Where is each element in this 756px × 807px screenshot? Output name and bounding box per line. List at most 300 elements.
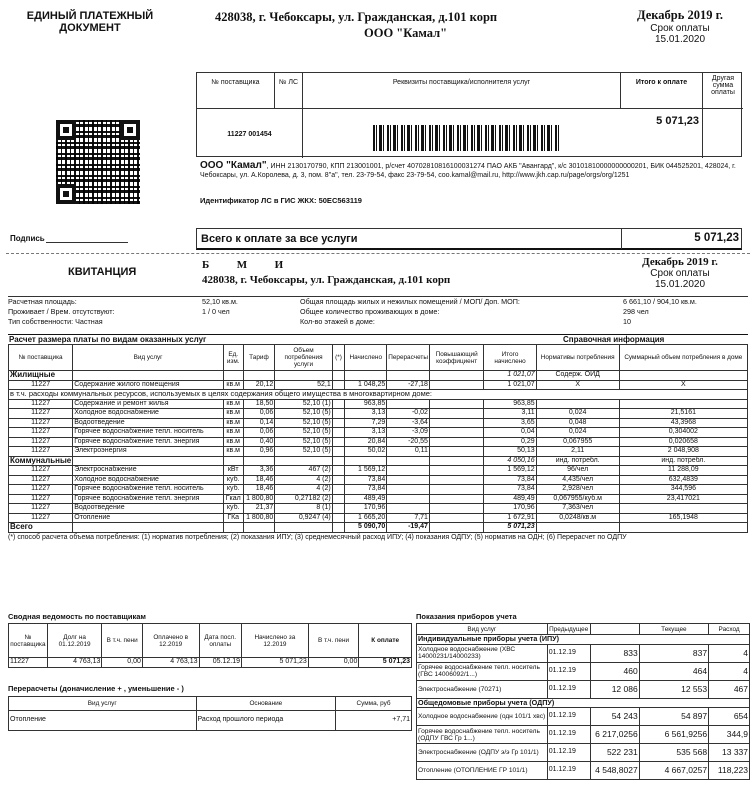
calc-header: Перерасчеты xyxy=(387,345,430,371)
calc-row xyxy=(9,494,748,504)
calc-cell: инд. потребл. xyxy=(536,456,619,466)
summary-header: № поставщика xyxy=(9,624,48,658)
calc-cell: 0,06 xyxy=(243,428,275,438)
calc-cell xyxy=(387,475,430,485)
calc-cell: куб. xyxy=(223,475,243,485)
calc-cell: -20,55 xyxy=(387,437,430,447)
calc-cell: 0,11 xyxy=(387,447,430,457)
calc-cell: 50,13 xyxy=(484,447,536,457)
calc-cell xyxy=(332,485,345,495)
calc-cell: 11227 xyxy=(9,494,73,504)
calc-cell: 2,11 xyxy=(536,447,619,457)
calc-cell xyxy=(429,399,484,409)
calc-cell xyxy=(429,485,484,495)
summary-cell: 11227 xyxy=(9,658,48,668)
meters-cell: 01.12.19 xyxy=(547,708,590,726)
barcode xyxy=(373,125,559,151)
calc-cell: Водоотведение xyxy=(73,504,224,514)
calc-cell xyxy=(332,371,345,381)
calc-cell: 50,02 xyxy=(345,447,387,457)
calc-row xyxy=(9,399,748,409)
account-number: 11227 001454 xyxy=(197,109,303,158)
calc-cell xyxy=(332,399,345,409)
calc-cell: 73,84 xyxy=(484,485,536,495)
grand-total-amount: 5 071,23 xyxy=(694,232,739,244)
calc-cell: 52,1 xyxy=(275,380,332,390)
calc-cell: 11227 xyxy=(9,447,73,457)
meters-cell: 54 897 xyxy=(639,708,708,726)
details-header: Реквизиты поставщика/исполнителя услуг xyxy=(303,73,621,109)
calc-cell: 1 569,12 xyxy=(345,466,387,476)
calc-cell: 73,84 xyxy=(484,475,536,485)
supplier-no-header: № поставщика xyxy=(197,73,275,109)
meters-header: Вид услуг xyxy=(417,624,548,635)
meters-cell: 460 xyxy=(590,662,639,680)
recalc-header: Основание xyxy=(196,697,336,711)
calc-cell: Горячее водоснабжение тепл. энергия xyxy=(73,494,224,504)
calc-cell xyxy=(429,409,484,419)
calc-cell xyxy=(429,466,484,476)
calc-cell: 344,596 xyxy=(619,485,747,495)
calc-cell: 3,13 xyxy=(345,409,387,419)
summary-header: К оплате xyxy=(359,624,412,658)
meters-header: Расход xyxy=(709,624,750,635)
calc-cell: 52,10 (5) xyxy=(275,428,332,438)
calc-cell: 0,29 xyxy=(484,437,536,447)
calc-cell xyxy=(387,466,430,476)
calc-cell xyxy=(243,371,275,381)
calc-cell: в т.ч. расходы коммунальных ресурсов, используемых в целях содержания общего имущества в многоквартирном доме: xyxy=(9,390,748,400)
calc-cell: 467 (2) xyxy=(275,466,332,476)
meters-cell: 6 217,0256 xyxy=(590,726,639,744)
supplier-details: ИНН 2130170790, КПП 213001001, р/счет 40702810816100031274 ПАО АКБ "Авангард", к/с 30101810000000000201, БИК 044525201, 428024, г. Чебоксары, ул. А.Королева, д. 3, пом. 8"а", тел. 23-79-54, факс 23-79-54, coo.kamal@mail.ru, http://www.jkh.cap.ru/page/orgs/org/1251 xyxy=(200,163,736,179)
calc-cell: кв.м xyxy=(223,380,243,390)
calc-section xyxy=(8,334,748,542)
meters-cell: Электроснабжение (ОДПУ э/э Гр 101/1) xyxy=(417,744,548,762)
calc-cell: 0,40 xyxy=(243,437,275,447)
calc-cell xyxy=(619,504,747,514)
calc-cell: 7,363/чел xyxy=(536,504,619,514)
calc-cell: кв.м xyxy=(223,399,243,409)
calc-cell xyxy=(429,428,484,438)
info-row xyxy=(8,307,748,317)
calc-cell xyxy=(536,399,619,409)
calc-cell: Х xyxy=(619,380,747,390)
calc-cell: 11227 xyxy=(9,428,73,438)
meters-cell: 522 231 xyxy=(590,744,639,762)
calc-cell: 0,067955/куб.м xyxy=(536,494,619,504)
meters-row xyxy=(417,644,750,662)
info-cell: Расчетная площадь: xyxy=(8,297,77,306)
info-cell: Общая площадь жилых и нежилых помещений / МОП/ Доп. МОП: xyxy=(300,297,520,306)
receipt-due-label: Срок оплаты xyxy=(650,268,710,279)
calc-row xyxy=(9,466,748,476)
meters-cell: 833 xyxy=(590,644,639,662)
calc-cell: Электроэнергия xyxy=(73,447,224,457)
calc-cell: 4,435/чел xyxy=(536,475,619,485)
calc-cell: 0,14 xyxy=(243,418,275,428)
calc-row xyxy=(9,390,748,400)
calc-cell: 1 021,07 xyxy=(484,380,536,390)
info-cell: Тип собственности: Частная xyxy=(8,317,103,326)
calc-cell: 4 050,16 xyxy=(484,456,536,466)
calc-cell xyxy=(332,437,345,447)
calc-cell xyxy=(73,456,224,466)
summary-table xyxy=(8,623,412,668)
calc-cell xyxy=(619,371,747,381)
calc-cell xyxy=(275,371,332,381)
calc-header: Итого начислено xyxy=(484,345,536,371)
calc-cell: 4 (2) xyxy=(275,475,332,485)
meters-cell: 4 xyxy=(709,644,750,662)
calc-cell: 489,49 xyxy=(484,494,536,504)
calc-cell: 0,024 xyxy=(536,409,619,419)
calc-cell: 18,50 xyxy=(243,399,275,409)
calc-cell xyxy=(243,523,275,533)
meters-cell: 6 561,9256 xyxy=(639,726,708,744)
calc-cell: 73,84 xyxy=(345,485,387,495)
calc-cell xyxy=(429,494,484,504)
info-cell: Общее количество проживающих в доме: xyxy=(300,307,440,316)
calc-row xyxy=(9,371,748,381)
calc-cell: 632,4839 xyxy=(619,475,747,485)
header-period: Декабрь 2019 г. xyxy=(636,8,724,22)
meters-cell: 01.12.19 xyxy=(547,662,590,680)
meters-row xyxy=(417,708,750,726)
recalc-section xyxy=(8,684,412,731)
calc-cell: 0,048 xyxy=(536,418,619,428)
calc-cell: Всего xyxy=(9,523,73,533)
calc-header: Нормативы потребления xyxy=(536,345,619,371)
calc-footnote: (*) способ расчета объема потребления: (1) норматив потребления; (2) показания ИПУ; (3) среднемесячный расход ИПУ; (4) показания ОДПУ; (5) норматив на ОДН; (6) Перерасчет по ОДПУ xyxy=(8,533,627,541)
calc-cell xyxy=(429,437,484,447)
calc-cell: Содержание жилого помещения xyxy=(73,380,224,390)
meters-cell: Электроснабжение (70271) xyxy=(417,680,548,698)
account-header: № ЛС xyxy=(275,73,303,109)
calc-cell: 21,5161 xyxy=(619,409,747,419)
calc-cell xyxy=(387,494,430,504)
summary-cell: 4 763,13 xyxy=(47,658,102,668)
calc-cell: 7,29 xyxy=(345,418,387,428)
calc-title: Расчет размера платы по видам оказанных услуг xyxy=(9,335,207,344)
meters-cell: Отопление (ОТОПЛЕНИЕ ГР 101/1) xyxy=(417,762,548,780)
calc-cell xyxy=(429,504,484,514)
meters-row xyxy=(417,762,750,780)
calc-cell: -3,64 xyxy=(387,418,430,428)
total-header: Итого к оплате xyxy=(621,73,703,109)
meters-cell: Горячее водоснабжение тепл. носитель (ОДПУ ГВС Гр 1...) xyxy=(417,726,548,744)
meters-cell: 01.12.19 xyxy=(547,644,590,662)
info-cell: 6 661,10 / 904,10 кв.м. xyxy=(623,297,697,306)
calc-cell xyxy=(429,513,484,523)
signature-label: Подпись xyxy=(10,234,45,243)
meters-cell: 118,223 xyxy=(709,762,750,780)
info-block xyxy=(8,296,748,327)
calc-cell: Горячее водоснабжение тепл. носитель xyxy=(73,428,224,438)
calc-cell xyxy=(332,494,345,504)
meters-cell: 01.12.19 xyxy=(547,726,590,744)
header-company: ООО "Камал" xyxy=(364,26,448,40)
calc-cell: Содерж. ОИД xyxy=(536,371,619,381)
calc-cell: 11227 xyxy=(9,504,73,514)
recalc-header: Вид услуг xyxy=(9,697,197,711)
recalc-table xyxy=(8,696,412,731)
summary-cell: 05.12.19 xyxy=(199,658,241,668)
calc-cell: 23,417021 xyxy=(619,494,747,504)
calc-cell xyxy=(332,456,345,466)
summary-cell: 5 071,23 xyxy=(242,658,309,668)
calc-cell: 11227 xyxy=(9,485,73,495)
meters-header xyxy=(590,624,639,635)
calc-cell: Содержание и ремонт жилья xyxy=(73,399,224,409)
calc-cell xyxy=(223,371,243,381)
calc-cell: 11227 xyxy=(9,399,73,409)
calc-cell: 963,85 xyxy=(345,399,387,409)
supplier-name: ООО "Камал" xyxy=(200,160,267,171)
supplier-details-block: ООО "Камал", ИНН 2130170790, КПП 213001001, р/счет 40702810816100031274 ПАО АКБ "Авангард", к/с 30101810000000000201, БИК 044525201, 428024, г. Чебоксары, ул. А.Королева, д. 3, пом. 8"а", тел. 23-79-54, факс 23-79-54, coo.kamal@mail.ru, http://www.jkh.cap.ru/page/orgs/org/1251 xyxy=(200,160,736,179)
calc-cell: 2,928/чел xyxy=(536,485,619,495)
info-cell: 1 / 0 чел xyxy=(202,307,230,316)
calc-cell xyxy=(387,485,430,495)
calc-cell: 21,37 xyxy=(243,504,275,514)
calc-cell: 73,84 xyxy=(345,475,387,485)
info-cell: Кол-во этажей в доме: xyxy=(300,317,375,326)
calc-cell: 0,304002 xyxy=(619,428,747,438)
calc-cell: 1 800,80 xyxy=(243,513,275,523)
header-period-block xyxy=(610,8,750,45)
calc-cell xyxy=(345,371,387,381)
info-cell: 298 чел xyxy=(623,307,649,316)
calc-header: Суммарный объем потребления в доме xyxy=(619,345,747,371)
meters-cell: 4 667,0257 xyxy=(639,762,708,780)
calc-cell: 52,10 (5) xyxy=(275,418,332,428)
calc-cell xyxy=(332,513,345,523)
calc-cell: 11227 xyxy=(9,466,73,476)
info-row xyxy=(8,297,748,307)
receipt-period: Декабрь 2019 г. xyxy=(642,256,718,268)
grand-total-label: Всего к оплате за все услуги xyxy=(201,233,358,245)
calc-cell xyxy=(429,371,484,381)
meters-section-row xyxy=(417,635,750,645)
calc-header: Ед. изм. xyxy=(223,345,243,371)
calc-cell xyxy=(332,447,345,457)
calc-cell xyxy=(332,523,345,533)
calc-row xyxy=(9,504,748,514)
calc-header: Начислено xyxy=(345,345,387,371)
calc-header: Тариф xyxy=(243,345,275,371)
calc-cell xyxy=(73,371,224,381)
calc-cell xyxy=(332,428,345,438)
receipt-due-date: 15.01.2020 xyxy=(654,279,706,290)
info-cell: 52,10 кв.м. xyxy=(202,297,238,306)
calc-cell: 0,06 xyxy=(243,409,275,419)
grand-total-row xyxy=(196,228,742,250)
recalc-header: Сумма, руб xyxy=(336,697,412,711)
calc-cell: 8 (1) xyxy=(275,504,332,514)
calc-cell: 52,10 (5) xyxy=(275,409,332,419)
calc-table xyxy=(8,344,748,533)
gis-id: Идентификатор ЛС в ГИС ЖКХ: 50ЕС563119 xyxy=(200,196,362,205)
requisites-grid xyxy=(196,72,742,157)
calc-cell: 170,96 xyxy=(345,504,387,514)
calc-cell: Гкал xyxy=(223,494,243,504)
receipt-title: КВИТАНЦИЯ xyxy=(68,266,137,278)
ref-title: Справочная информация xyxy=(563,335,665,344)
calc-cell: 1 665,20 xyxy=(345,513,387,523)
meters-cell: 13 337 xyxy=(709,744,750,762)
meters-section-name: Общедомовые приборы учета (ОДПУ) xyxy=(417,698,750,708)
meters-cell: Горячее водоснабжение тепл. носитель (ГВС 14006092/1...) xyxy=(417,662,548,680)
calc-cell xyxy=(332,475,345,485)
meters-cell: 654 xyxy=(709,708,750,726)
meters-cell: 837 xyxy=(639,644,708,662)
cut-line xyxy=(6,253,750,254)
calc-cell: кв.м xyxy=(223,447,243,457)
calc-cell: 11227 xyxy=(9,409,73,419)
calc-cell: 170,96 xyxy=(484,504,536,514)
calc-header: Объем потребления услуги xyxy=(275,345,332,371)
recalc-cell: +7,71 xyxy=(336,711,412,731)
payer-name: Б М И xyxy=(202,259,284,271)
calc-row xyxy=(9,409,748,419)
calc-cell: 1 569,12 xyxy=(484,466,536,476)
meters-row xyxy=(417,726,750,744)
receipt-period-block xyxy=(610,256,750,290)
calc-cell xyxy=(387,371,430,381)
calc-cell: Горячее водоснабжение тепл. энергия xyxy=(73,437,224,447)
meters-title: Показания приборов учета xyxy=(416,612,517,621)
calc-cell xyxy=(619,399,747,409)
summary-cell: 0,00 xyxy=(102,658,142,668)
calc-row xyxy=(9,475,748,485)
calc-cell: -3,09 xyxy=(387,428,430,438)
calc-cell: 0,04 xyxy=(484,428,536,438)
calc-cell xyxy=(243,456,275,466)
calc-cell xyxy=(619,523,747,533)
calc-cell xyxy=(429,447,484,457)
calc-cell: 11 288,09 xyxy=(619,466,747,476)
calc-row xyxy=(9,513,748,523)
calc-cell: 3,13 xyxy=(345,428,387,438)
calc-cell: 1 021,07 xyxy=(484,371,536,381)
calc-cell: Водоотведение xyxy=(73,418,224,428)
calc-row xyxy=(9,456,748,466)
calc-cell: 3,36 xyxy=(243,466,275,476)
calc-cell: 0,0248/кв.м xyxy=(536,513,619,523)
calc-cell: 5 090,70 xyxy=(345,523,387,533)
recalc-cell: Расход прошлого периода xyxy=(196,711,336,731)
meters-cell: 464 xyxy=(639,662,708,680)
info-cell: 10 xyxy=(623,317,631,326)
calc-cell: -0,02 xyxy=(387,409,430,419)
header-due-date: 15.01.2020 xyxy=(654,34,706,45)
calc-cell xyxy=(429,456,484,466)
calc-cell: Горячее водоснабжение тепл. носитель xyxy=(73,485,224,495)
calc-cell: 18,46 xyxy=(243,485,275,495)
calc-cell: 1 800,80 xyxy=(243,494,275,504)
calc-cell: 489,49 xyxy=(345,494,387,504)
calc-cell: 5 071,23 xyxy=(484,523,536,533)
meters-row xyxy=(417,680,750,698)
calc-cell xyxy=(275,523,332,533)
total-amount: 5 071,23 xyxy=(656,115,699,127)
calc-cell: 0,020658 xyxy=(619,437,747,447)
calc-row xyxy=(9,485,748,495)
calc-cell xyxy=(332,418,345,428)
meters-header: Текущее xyxy=(639,624,708,635)
info-row xyxy=(8,317,748,327)
meters-row xyxy=(417,662,750,680)
calc-cell: 11227 xyxy=(9,513,73,523)
summary-header: Долг на 01.12.2019 xyxy=(47,624,102,658)
calc-cell: 0,024 xyxy=(536,428,619,438)
calc-cell: 963,85 xyxy=(484,399,536,409)
summary-cell: 5 071,23 xyxy=(359,658,412,668)
calc-cell: куб. xyxy=(223,504,243,514)
calc-row xyxy=(9,447,748,457)
meters-cell: 467 xyxy=(709,680,750,698)
calc-cell xyxy=(223,523,243,533)
calc-cell: 20,12 xyxy=(243,380,275,390)
recalc-title: Перерасчеты (доначисление + , уменьшение - ) xyxy=(8,684,184,693)
calc-cell: Коммунальные xyxy=(10,456,72,465)
calc-cell: -27,18 xyxy=(387,380,430,390)
calc-cell: Отопление xyxy=(73,513,224,523)
calc-row xyxy=(9,523,748,533)
calc-cell xyxy=(223,456,243,466)
calc-cell: 52,10 (5) xyxy=(275,437,332,447)
calc-cell: 52,10 (5) xyxy=(275,447,332,457)
meters-row xyxy=(417,744,750,762)
calc-header: (*) xyxy=(332,345,345,371)
calc-cell: 1 048,25 xyxy=(345,380,387,390)
calc-cell xyxy=(275,456,332,466)
calc-cell: 0,27182 (2) xyxy=(275,494,332,504)
summary-cell: 0,00 xyxy=(308,658,359,668)
calc-cell: 43,3968 xyxy=(619,418,747,428)
calc-row xyxy=(9,428,748,438)
calc-header: Вид услуг xyxy=(73,345,224,371)
meters-table xyxy=(416,623,750,780)
summary-header: В т.ч. пени xyxy=(102,624,142,658)
calc-cell xyxy=(387,504,430,514)
recalc-cell: Отопление xyxy=(9,711,197,731)
calc-cell: Х xyxy=(536,380,619,390)
other-sum-header: Другая сумма оплаты xyxy=(703,73,743,109)
calc-row xyxy=(9,418,748,428)
calc-cell: Электроснабжение xyxy=(73,466,224,476)
calc-cell: 18,46 xyxy=(243,475,275,485)
signature-line xyxy=(46,242,128,243)
calc-cell: 96/чел xyxy=(536,466,619,476)
calc-cell: 20,84 xyxy=(345,437,387,447)
calc-cell: 0,96 xyxy=(243,447,275,457)
summary-header: Дата посл. оплаты xyxy=(199,624,241,658)
calc-cell xyxy=(387,399,430,409)
calc-header: № поставщика xyxy=(9,345,73,371)
receipt-address: 428038, г. Чебоксары, ул. Гражданская, д.101 корп xyxy=(202,274,451,286)
calc-cell: 0,9247 (4) xyxy=(275,513,332,523)
meters-cell: 01.12.19 xyxy=(547,680,590,698)
meters-cell: 54 243 xyxy=(590,708,639,726)
calc-cell: ГКа xyxy=(223,513,243,523)
calc-cell xyxy=(387,456,430,466)
calc-cell: 1 672,91 xyxy=(484,513,536,523)
calc-cell xyxy=(536,523,619,533)
document-title: ЕДИНЫЙ ПЛАТЕЖНЫЙ ДОКУМЕНТ xyxy=(26,10,154,34)
calc-cell xyxy=(332,409,345,419)
calc-cell: кв.м xyxy=(223,437,243,447)
